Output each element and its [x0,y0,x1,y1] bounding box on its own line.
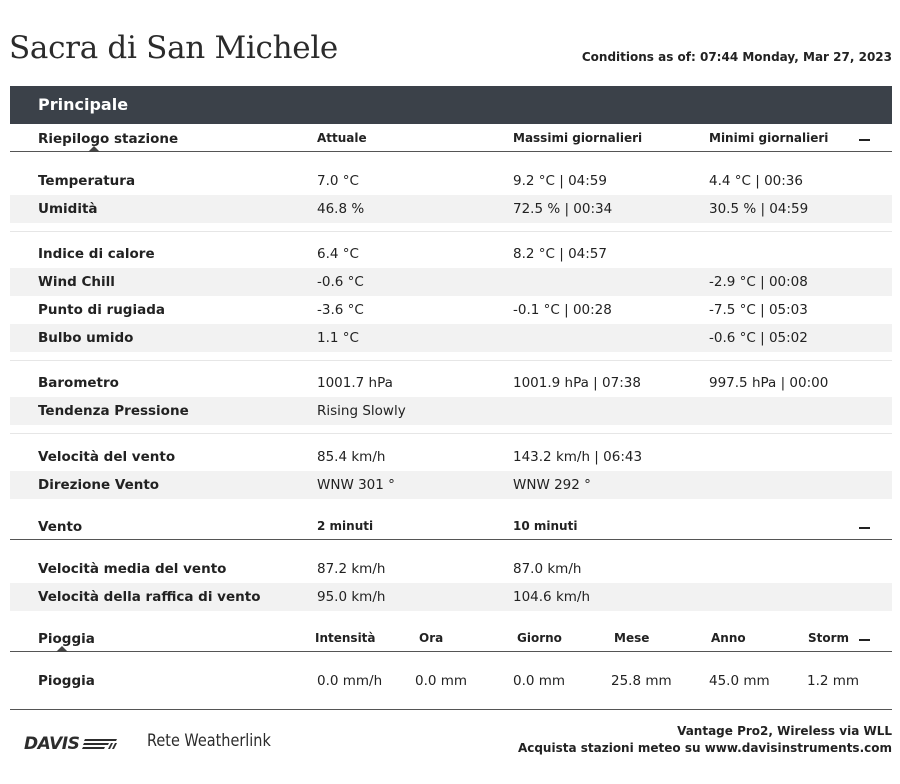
current-value: 1.1 °C [317,330,359,346]
col-10min-header: 10 minuti [513,519,578,533]
rain-day-value: 0.0 mm [513,673,566,689]
rain-month-value: 25.8 mm [611,673,672,689]
davis-stripes-icon [81,737,119,751]
col-hour-header: Ora [419,631,444,645]
col-storm-header: Storm [808,631,850,645]
low-value: 30.5 % | 04:59 [709,201,809,217]
davis-logo[interactable] [24,734,119,754]
row-label: Bulbo umido [38,330,134,346]
col-high-header: Massimi giornalieri [513,131,643,145]
weatherlink-network-label[interactable]: Rete Weatherlink [147,731,271,751]
table-row [10,583,892,611]
summary-header [10,124,892,152]
table-row [10,369,892,397]
ten-min-value: 104.6 km/h [513,589,591,605]
table-row [10,195,892,223]
low-value: -7.5 °C | 05:03 [709,302,808,318]
wind-header [10,512,892,540]
table-row [10,471,892,499]
row-label: Velocità del vento [38,449,176,465]
rain-rate-value: 0.0 mm/h [317,673,383,689]
table-row [10,324,892,352]
high-value: -0.1 °C | 00:28 [513,302,612,318]
high-value: 1001.9 hPa | 07:38 [513,375,641,391]
col-low-header: Minimi giornalieri [709,131,829,145]
current-value: 46.8 % [317,201,365,217]
table-row [10,443,892,471]
table-row [10,555,892,583]
wind-header-label: Vento [38,519,83,535]
row-label: Wind Chill [38,274,115,290]
low-value: 997.5 hPa | 00:00 [709,375,829,391]
high-value: 72.5 % | 00:34 [513,201,613,217]
table-row [10,268,892,296]
davis-logo-text: DAVIS [24,734,80,754]
col-2min-header: 2 minuti [317,519,374,533]
row-label: Tendenza Pressione [38,403,189,419]
rain-hour-value: 0.0 mm [415,673,468,689]
row-label: Velocità media del vento [38,561,227,577]
footer-divider [10,709,892,710]
current-value: -3.6 °C [317,302,364,318]
table-row [10,397,892,425]
group-divider [10,433,892,434]
collapse-summary-icon[interactable] [859,139,870,141]
caret-up-icon [88,146,100,152]
current-value: 85.4 km/h [317,449,386,465]
rain-storm-value: 1.2 mm [807,673,860,689]
col-current-header: Attuale [317,131,367,145]
low-value: -0.6 °C | 05:02 [709,330,808,346]
row-label: Barometro [38,375,119,391]
low-value: -2.9 °C | 00:08 [709,274,808,290]
station-title: Sacra di San Michele [9,30,338,66]
collapse-rain-icon[interactable] [859,639,870,641]
row-label: Direzione Vento [38,477,160,493]
row-label: Temperatura [38,173,136,189]
current-value: WNW 301 ° [317,477,395,493]
current-value: -0.6 °C [317,274,364,290]
table-row [10,240,892,268]
banner-title: Principale [38,95,129,114]
high-value: WNW 292 ° [513,477,591,493]
high-value: 143.2 km/h | 06:43 [513,449,643,465]
row-label: Punto di rugiada [38,302,165,318]
current-value: 1001.7 hPa [317,375,393,391]
current-value: 7.0 °C [317,173,359,189]
table-row [10,296,892,324]
col-rate-header: Intensità [315,631,376,645]
group-divider [10,360,892,361]
col-year-header: Anno [711,631,746,645]
section-banner [10,86,892,124]
two-min-value: 87.2 km/h [317,561,386,577]
conditions-timestamp: Conditions as of: 07:44 Monday, Mar 27, 2023 [581,50,892,64]
device-info: Vantage Pro2, Wireless via WLL [677,724,892,738]
row-label: Pioggia [38,673,95,689]
high-value: 8.2 °C | 04:57 [513,246,607,262]
rain-header-label: Pioggia [38,631,95,647]
group-divider [10,231,892,232]
shop-link[interactable]: Acquista stazioni meteo su www.davisinstruments.com [517,741,892,755]
two-min-value: 95.0 km/h [317,589,386,605]
low-value: 4.4 °C | 00:36 [709,173,803,189]
collapse-wind-icon[interactable] [859,527,870,529]
row-label: Umidità [38,201,98,217]
col-day-header: Giorno [517,631,562,645]
summary-header-label: Riepilogo stazione [38,131,179,147]
ten-min-value: 87.0 km/h [513,561,582,577]
current-value: Rising Slowly [317,403,406,419]
current-value: 6.4 °C [317,246,359,262]
row-label: Velocità della raffica di vento [38,589,261,605]
row-label: Indice di calore [38,246,155,262]
rain-year-value: 45.0 mm [709,673,770,689]
rain-header [10,624,892,652]
table-row [10,167,892,195]
table-row [10,667,892,695]
caret-up-icon [56,646,68,652]
high-value: 9.2 °C | 04:59 [513,173,607,189]
col-month-header: Mese [614,631,650,645]
